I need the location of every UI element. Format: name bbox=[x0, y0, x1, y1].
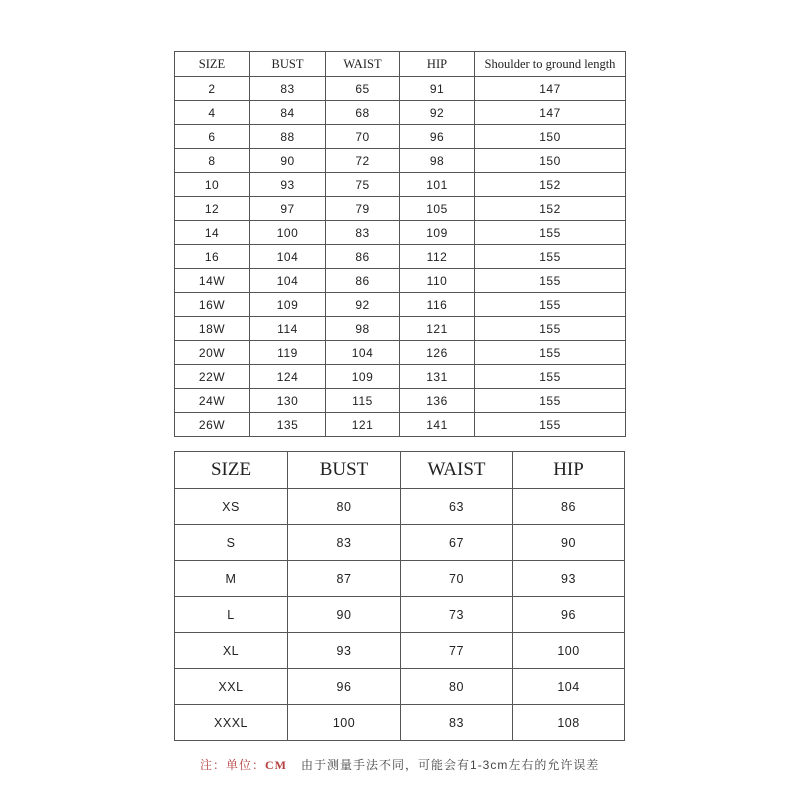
table-row bbox=[175, 489, 625, 525]
table-cell: 114 bbox=[250, 317, 326, 341]
table-cell: 92 bbox=[326, 293, 400, 317]
table-cell: 136 bbox=[400, 389, 475, 413]
table-cell: 98 bbox=[400, 149, 475, 173]
table-cell: 150 bbox=[475, 125, 626, 149]
table-cell: 141 bbox=[400, 413, 475, 437]
header-bust: BUST bbox=[250, 52, 326, 77]
table-row bbox=[175, 125, 626, 149]
table-cell: 155 bbox=[475, 293, 626, 317]
table-header-row bbox=[175, 52, 626, 77]
table-cell: 70 bbox=[326, 125, 400, 149]
table-cell: M bbox=[175, 561, 288, 597]
table-cell: XXXL bbox=[175, 705, 288, 741]
table-cell: 96 bbox=[513, 597, 625, 633]
table-cell: 155 bbox=[475, 269, 626, 293]
table-cell: 24W bbox=[175, 389, 250, 413]
table-row bbox=[175, 149, 626, 173]
table-cell: 105 bbox=[400, 197, 475, 221]
size-chart-numeric bbox=[174, 51, 626, 437]
table-row bbox=[175, 221, 626, 245]
table-cell: 77 bbox=[401, 633, 513, 669]
table-cell: 14 bbox=[175, 221, 250, 245]
table-row bbox=[175, 341, 626, 365]
header-hip: HIP bbox=[400, 52, 475, 77]
table-cell: 150 bbox=[475, 149, 626, 173]
note-label bbox=[200, 758, 287, 772]
table-cell: 90 bbox=[250, 149, 326, 173]
table-row bbox=[175, 365, 626, 389]
table-cell: 100 bbox=[288, 705, 401, 741]
table-cell: 68 bbox=[326, 101, 400, 125]
table-cell: 131 bbox=[400, 365, 475, 389]
table-row bbox=[175, 101, 626, 125]
table-cell: 104 bbox=[513, 669, 625, 705]
table-cell: 90 bbox=[288, 597, 401, 633]
header-size: SIZE bbox=[175, 452, 288, 489]
table-cell: 72 bbox=[326, 149, 400, 173]
table-cell: 115 bbox=[326, 389, 400, 413]
header-hip: HIP bbox=[513, 452, 625, 489]
table-cell: 109 bbox=[400, 221, 475, 245]
table-header-row bbox=[175, 452, 625, 489]
table-cell: 18W bbox=[175, 317, 250, 341]
table-cell: 135 bbox=[250, 413, 326, 437]
table-cell: 14W bbox=[175, 269, 250, 293]
header-size: SIZE bbox=[175, 52, 250, 77]
table-cell: 67 bbox=[401, 525, 513, 561]
table-cell: 73 bbox=[401, 597, 513, 633]
table-cell: 126 bbox=[400, 341, 475, 365]
table-cell: 110 bbox=[400, 269, 475, 293]
table-row bbox=[175, 597, 625, 633]
table-cell: 97 bbox=[250, 197, 326, 221]
table-row bbox=[175, 173, 626, 197]
table-cell: 116 bbox=[400, 293, 475, 317]
table-row bbox=[175, 705, 625, 741]
header-shoulder-to-ground: Shoulder to ground length bbox=[475, 52, 626, 77]
table-cell: 93 bbox=[288, 633, 401, 669]
table-row bbox=[175, 633, 625, 669]
table-cell: 88 bbox=[250, 125, 326, 149]
table-cell: 104 bbox=[250, 245, 326, 269]
table-row bbox=[175, 197, 626, 221]
table-cell: 121 bbox=[326, 413, 400, 437]
table-cell: 87 bbox=[288, 561, 401, 597]
table-cell: 8 bbox=[175, 149, 250, 173]
table-row bbox=[175, 269, 626, 293]
table-cell: 6 bbox=[175, 125, 250, 149]
table-cell: 101 bbox=[400, 173, 475, 197]
measurement-note bbox=[200, 756, 599, 773]
table-cell: 2 bbox=[175, 77, 250, 101]
table-cell: 83 bbox=[288, 525, 401, 561]
table-cell: 119 bbox=[250, 341, 326, 365]
table-row bbox=[175, 389, 626, 413]
table-cell: 84 bbox=[250, 101, 326, 125]
table-cell: 155 bbox=[475, 317, 626, 341]
table-cell: 92 bbox=[400, 101, 475, 125]
table-cell: 155 bbox=[475, 341, 626, 365]
table-cell: 108 bbox=[513, 705, 625, 741]
table-cell: 65 bbox=[326, 77, 400, 101]
table-cell: 80 bbox=[288, 489, 401, 525]
table-cell: 86 bbox=[326, 245, 400, 269]
table-cell: 91 bbox=[400, 77, 475, 101]
table-cell: 100 bbox=[513, 633, 625, 669]
table-cell: 90 bbox=[513, 525, 625, 561]
table-row bbox=[175, 293, 626, 317]
table-cell: 112 bbox=[400, 245, 475, 269]
table-cell: 155 bbox=[475, 389, 626, 413]
table-cell: 83 bbox=[401, 705, 513, 741]
table-cell: 79 bbox=[326, 197, 400, 221]
table-cell: 70 bbox=[401, 561, 513, 597]
table-cell: 98 bbox=[326, 317, 400, 341]
table-cell: 109 bbox=[326, 365, 400, 389]
table-cell: 26W bbox=[175, 413, 250, 437]
table-cell: 155 bbox=[475, 413, 626, 437]
note-label-text: 注：单位： bbox=[200, 758, 266, 772]
table-cell: 109 bbox=[250, 293, 326, 317]
table-cell: 16 bbox=[175, 245, 250, 269]
table-cell: XXL bbox=[175, 669, 288, 705]
table-row bbox=[175, 317, 626, 341]
table-cell: 86 bbox=[326, 269, 400, 293]
table-cell: 4 bbox=[175, 101, 250, 125]
note-text: 由于测量手法不同，可能会有1-3cm左右的允许误差 bbox=[301, 758, 600, 772]
table-row bbox=[175, 413, 626, 437]
table-cell: S bbox=[175, 525, 288, 561]
table-cell: 104 bbox=[250, 269, 326, 293]
table-cell: 147 bbox=[475, 77, 626, 101]
unit-label: CM bbox=[265, 758, 288, 772]
table-cell: 93 bbox=[513, 561, 625, 597]
table-cell: 124 bbox=[250, 365, 326, 389]
table-cell: 121 bbox=[400, 317, 475, 341]
table-cell: 147 bbox=[475, 101, 626, 125]
table-cell: 100 bbox=[250, 221, 326, 245]
table-row bbox=[175, 561, 625, 597]
size-chart-letter bbox=[174, 451, 625, 741]
table-cell: 83 bbox=[250, 77, 326, 101]
table-cell: 93 bbox=[250, 173, 326, 197]
table-cell: 152 bbox=[475, 197, 626, 221]
table-row bbox=[175, 669, 625, 705]
table-cell: 10 bbox=[175, 173, 250, 197]
table-cell: 96 bbox=[288, 669, 401, 705]
table-cell: 130 bbox=[250, 389, 326, 413]
table-cell: 20W bbox=[175, 341, 250, 365]
table-row bbox=[175, 525, 625, 561]
table-cell: 16W bbox=[175, 293, 250, 317]
table-cell: 104 bbox=[326, 341, 400, 365]
table-cell: 12 bbox=[175, 197, 250, 221]
table-cell: 155 bbox=[475, 245, 626, 269]
header-waist: WAIST bbox=[401, 452, 513, 489]
table-cell: XL bbox=[175, 633, 288, 669]
table-cell: 155 bbox=[475, 365, 626, 389]
table-cell: 63 bbox=[401, 489, 513, 525]
table-row bbox=[175, 245, 626, 269]
table-cell: 86 bbox=[513, 489, 625, 525]
table-cell: L bbox=[175, 597, 288, 633]
table-cell: 75 bbox=[326, 173, 400, 197]
table-cell: XS bbox=[175, 489, 288, 525]
table-cell: 80 bbox=[401, 669, 513, 705]
table-cell: 152 bbox=[475, 173, 626, 197]
table-cell: 155 bbox=[475, 221, 626, 245]
table-cell: 96 bbox=[400, 125, 475, 149]
table-cell: 83 bbox=[326, 221, 400, 245]
table-cell: 22W bbox=[175, 365, 250, 389]
header-bust: BUST bbox=[288, 452, 401, 489]
table-row bbox=[175, 77, 626, 101]
header-waist: WAIST bbox=[326, 52, 400, 77]
